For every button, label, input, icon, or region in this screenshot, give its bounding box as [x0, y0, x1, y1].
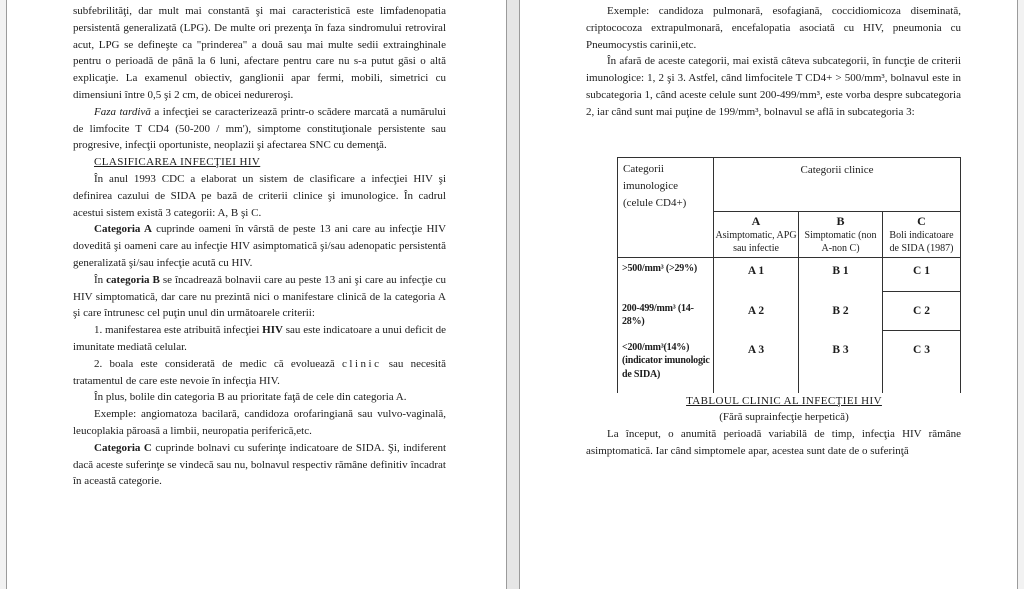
page-left-text-column: [73, 0, 446, 490]
table-cell-b3: B 3: [799, 337, 883, 393]
row-label-value: <200/mm³(14%): [622, 341, 690, 353]
table-row-label-2: 200-499/mm³ (14-28%): [617, 298, 714, 337]
page-left: [6, 0, 507, 589]
table-row-label-3: [617, 337, 714, 393]
text-segment: a infecţiei se caracterizează printr-o scădere marcată a numărului de limfocite T CD4 (50-200 / mm'), simptome constituţionale persistente sau progresive, infecţii oportuniste, neoplazii şi afectarea SNC cu demenţă.: [73, 105, 446, 152]
text-segment: 1. manifestarea este atribuită infecţiei: [94, 324, 263, 337]
text-segment-bold-lead: Categoria A: [94, 223, 152, 236]
text-segment: cuprinde oameni în vârstă de peste 13 ani care au infecţie HIV dovedită şi oameni care au infecţie HIV asimptomatică şi/sau adenopatic persistentă generalizată şi/sau infecţie acută cu HIV.: [73, 223, 447, 269]
paragraph-continuation: subfebrilităţi, dar mult mai constantă şi mai caracteristică este limfadenopatia persistentă generalizată (LPG). De multe ori prezenţa în faza sindromului retroviral acut, LPG se defineşte ca "prinderea" a două sau mai multe sedii extrainghinale pentru o perioadă de până la 6 luni, afectare pentru care nu s-a putut găsi o altă explicaţie. La examenul obiectiv, ganglionii apar fermi, mobili, simetrici cu dimensiuni între 0,5 şi 2 cm, de obicei nedureroşi.: [73, 5, 446, 101]
text-segment-italic-lead: Faza tardivă: [94, 105, 151, 118]
paragraph-categoria-c: [73, 440, 446, 490]
paragraph-criteriu-1: [73, 322, 446, 356]
table-corner-header-cell: Categorii imunologice (celule CD4+): [617, 157, 714, 258]
paragraph-la-inceput: La început, o anumită perioadă variabilă de timp, infecţia HIV rămâne asimptomatică. Iar când simptomele apar, acestea sunt date de o suferinţă: [586, 428, 961, 457]
section-subtitle: (Fără suprainfecţie herpetică): [719, 411, 849, 424]
paragraph-subcategorii: În afară de aceste categorii, mai există câteva subcategorii, în funcţie de criterii imunologice: 1, 2 şi 3. Astfel, când limfocitele T CD4+ > 500/mm³, bolnavul este in subcategoria 1, când aceste celule sunt 200-499/mm³, este vorba despre subcategoria 2, iar când sunt mai puţine de 199/mm³, bolnavul se află in subcategoria 3:: [586, 55, 961, 118]
table-column-header-a: [714, 212, 799, 258]
table-cell-a3: A 3: [714, 337, 799, 393]
table-cell-b1: B 1: [799, 258, 883, 298]
text-segment: sau este indicatoare a unui deficit de imunitate mediată celular.: [73, 324, 447, 353]
text-segment: 2. boala este considerată de medic că evoluează: [94, 357, 343, 370]
text-segment-bold: categoria B: [106, 273, 160, 286]
text-segment-spaced: clinic: [342, 357, 382, 370]
paragraph-exemple-right: Exemple: candidoza pulmonară, esofagiană, coccidiomicoza diseminată, criptococoza extrapulmonară, encefalopatia asociată cu HIV, pneumonia cu Pneumocystis carinii,etc.: [586, 5, 961, 51]
page-right: [519, 0, 1018, 589]
table-row-label-1: >500/mm³ (>29%): [617, 258, 714, 298]
page-gutter: [507, 0, 519, 589]
paragraph-1993: În anul 1993 CDC a elaborat un sistem de clasificare a infecţiei HIV şi definirea cazului de SIDA pe bază de criterii clinice şi imunologice. În cadrul acestui sistem există 3 categorii: A, B şi C.: [73, 172, 446, 219]
column-desc-b: Simptomatic (non A-non C): [804, 229, 877, 255]
table-cell-b2: B 2: [799, 298, 883, 337]
text-segment: cuprinde bolnavi cu suferinţe indicatoare de SIDA. Şi, indiferent dacă aceste suferinţe se vindecă sau nu, bolnavul respectiv rămâne definitiv încadrat în această categorie.: [73, 441, 446, 488]
section-heading-clasificarea: [73, 154, 446, 171]
row-label-note: (indicator imunologic de SIDA): [622, 355, 710, 380]
paragraph-in-plus: În plus, bolile din categoria B au prioritate faţă de cele din categoria A.: [94, 391, 407, 404]
text-segment-bold-lead: Categoria C: [94, 441, 152, 454]
text-segment: În: [94, 273, 107, 286]
table-cell-c2: C 2: [883, 298, 961, 337]
section-heading-tabloul: [586, 393, 961, 410]
table-cell-a1: A 1: [714, 258, 799, 298]
paragraph-exemple-left: Exemple: angiomatoza bacilară, candidoza orofaringiană sau vulvo-vaginală, leucoplakia păroasă a limbii, neuropatia periferică,etc.: [73, 408, 446, 437]
text-segment: sau necesită tratamentul de care este nevoie în infecţia HIV.: [73, 357, 446, 387]
column-letter-b: B: [836, 213, 845, 228]
column-desc-c: Boli indicatoare de SIDA (1987): [889, 229, 954, 255]
table-cell-c1: C 1: [883, 258, 961, 298]
heading-text: TABLOUL CLINIC AL INFECŢIEI HIV: [686, 394, 882, 407]
text-segment-bold: HIV: [262, 324, 283, 337]
paragraph-categoria-b: [73, 272, 446, 322]
paragraph-faza-tardiva: [73, 104, 446, 154]
column-letter-c: C: [917, 213, 926, 228]
paragraph-categoria-a: [73, 221, 446, 271]
text-segment: se încadrează bolnavii care au peste 13 ani şi care au infecţie cu HIV simptomatică, dar care nu prezintă nici o manifestare clinică de la categoria A şi care întrunesc cel puţin unul din următoarele criterii:: [73, 273, 446, 320]
column-desc-a: Asimptomatic, APG sau infectie: [715, 229, 797, 255]
table-cell-a2: A 2: [714, 298, 799, 337]
paragraph-criteriu-2: [73, 356, 446, 390]
column-letter-a: A: [751, 213, 761, 228]
table-column-header-b: [799, 212, 883, 258]
table-column-header-c: [883, 212, 961, 258]
table-cell-c3: C 3: [883, 337, 961, 393]
classification-table: [617, 157, 961, 393]
page-right-text-column: [586, 0, 961, 460]
table-clinical-categories-header: Categorii clinice: [714, 157, 961, 212]
heading-text: CLASIFICAREA INFECŢIEI HIV: [94, 156, 261, 169]
